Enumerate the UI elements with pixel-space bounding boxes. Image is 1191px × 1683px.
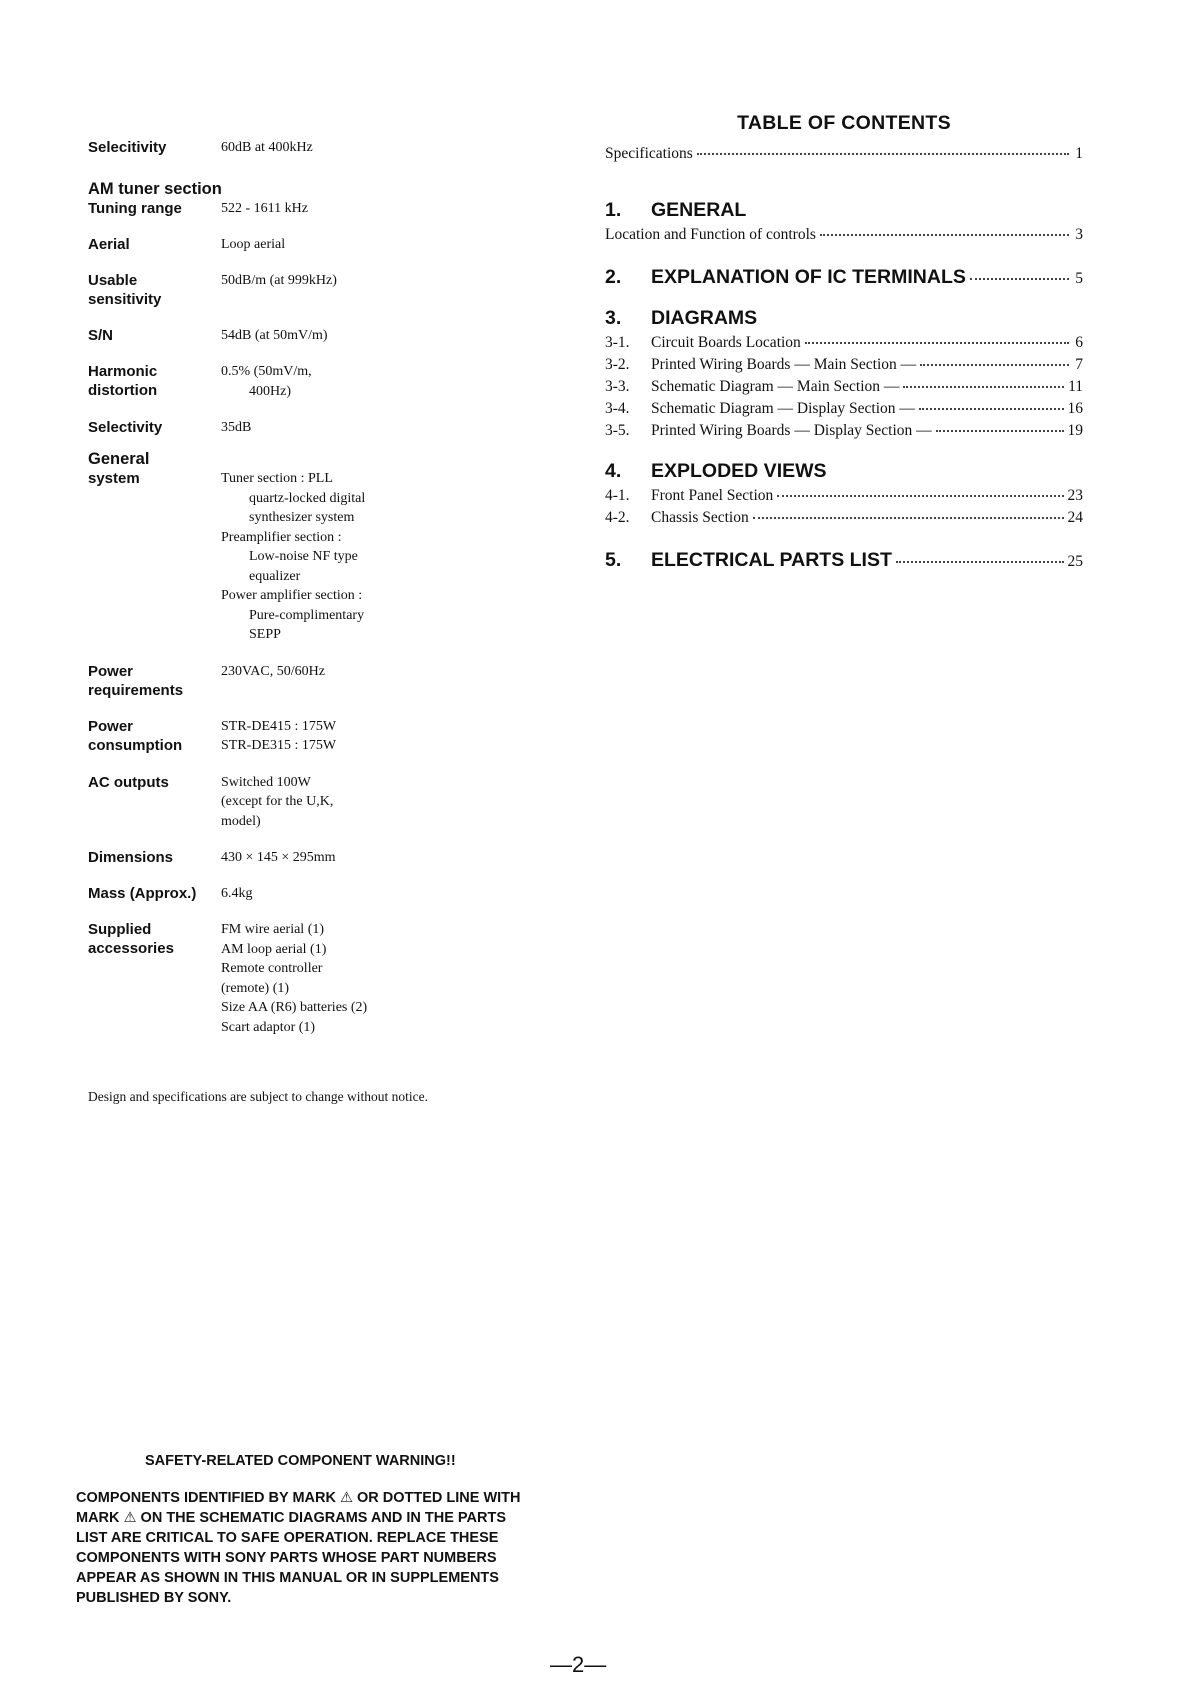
spec-harmonic-distortion — [88, 362, 518, 401]
spec-value-line: AM loop aerial (1) — [221, 941, 327, 957]
spec-label — [88, 717, 221, 755]
spec-value-line: STR-DE415 : 175W — [221, 718, 337, 734]
toc-leader-dots — [777, 495, 1063, 497]
safety-warning-body — [76, 1488, 566, 1608]
spec-value — [221, 326, 328, 345]
spec-label-line: distortion — [88, 382, 158, 399]
toc-entry-number: 3-4. — [605, 400, 630, 417]
spec-value — [221, 362, 312, 401]
toc-entry-location-function[interactable] — [605, 224, 1083, 246]
specifications-notice: Design and specifications are subject to change without notice. — [88, 1089, 429, 1104]
spec-power-requirements — [88, 662, 518, 700]
general-section-title: General — [88, 450, 150, 468]
spec-usable-sensitivity — [88, 271, 518, 309]
spec-label — [88, 662, 221, 700]
toc-section-title: GENERAL — [651, 199, 747, 221]
toc-page-number: 1 — [1075, 145, 1083, 162]
toc-section-number: 2. — [605, 266, 622, 288]
spec-ac-outputs — [88, 773, 518, 832]
spec-value-line: Size AA (R6) batteries (2) — [221, 1000, 368, 1015]
spec-value-line: SEPP — [249, 627, 281, 642]
toc-section-title: EXPLANATION OF IC TERMINALS — [651, 266, 966, 288]
spec-label-line: Power — [88, 717, 134, 735]
spec-value-line: 522 - 1611 kHz — [221, 201, 308, 216]
toc-entry-number: 3-3. — [605, 378, 630, 395]
toc-entry-3-2[interactable] — [605, 354, 1083, 376]
toc-page-number: 25 — [1067, 553, 1083, 570]
spec-label — [88, 271, 221, 309]
spec-value — [221, 717, 336, 756]
spec-value-line: Low-noise NF type — [249, 549, 358, 564]
toc-section-electrical-parts[interactable] — [605, 549, 1083, 572]
toc-entry-text: Schematic Diagram — Display Section — — [651, 400, 915, 417]
toc-entry-3-3[interactable] — [605, 376, 1083, 398]
spec-value-line: Pure-complimentary — [249, 607, 365, 623]
toc-leader-dots — [920, 364, 1069, 366]
toc-section-title: DIAGRAMS — [651, 307, 758, 329]
toc-section-ic-terminals[interactable] — [605, 266, 1083, 289]
toc-entry-number: 4-1. — [605, 487, 630, 504]
toc-leader-dots — [753, 517, 1064, 519]
spec-label: Tuning range — [88, 200, 182, 217]
toc-entry-3-4[interactable] — [605, 398, 1083, 420]
toc-section-number: 5. — [605, 549, 622, 571]
toc-entry-text: Schematic Diagram — Main Section — — [651, 378, 900, 395]
spec-value-line: equalizer — [249, 568, 301, 584]
safety-warning-title: SAFETY-RELATED COMPONENT WARNING!! — [145, 1453, 456, 1469]
spec-label — [88, 920, 221, 958]
toc-section-number: 3. — [605, 307, 622, 329]
spec-label-line: consumption — [88, 736, 183, 754]
spec-value-line: 6.4kg — [221, 886, 253, 901]
warning-line: MARK ⚠ ON THE SCHEMATIC DIAGRAMS AND IN THE PARTS — [76, 1510, 507, 1526]
spec-value-line: Power amplifier section : — [221, 588, 363, 603]
page-number: —2— — [550, 1652, 607, 1677]
toc-leader-dots — [903, 386, 1064, 388]
toc-entry-text: Location and Function of controls — [605, 226, 816, 243]
spec-label-line: accessories — [88, 940, 174, 957]
spec-value-line: Switched 100W — [221, 774, 311, 790]
warning-line: COMPONENTS IDENTIFIED BY MARK ⚠ OR DOTTED LINE WITH — [76, 1490, 521, 1506]
spec-value-line: 430 × 145 × 295mm — [221, 850, 336, 865]
specifications-column — [88, 138, 518, 1054]
spec-value-line: STR-DE315 : 175W — [221, 738, 337, 753]
toc-leader-dots — [936, 430, 1064, 432]
spec-mass — [88, 884, 518, 903]
toc-leader-dots — [919, 408, 1064, 410]
toc-page-number: 5 — [1075, 270, 1083, 287]
spec-label: system — [88, 470, 140, 487]
table-of-contents — [605, 112, 1083, 572]
spec-label: Selectivity — [88, 419, 163, 436]
spec-label-line: Harmonic — [88, 363, 158, 380]
spec-fm-selectivity — [88, 138, 518, 157]
spec-label-line: requirements — [88, 681, 184, 699]
spec-power-consumption — [88, 717, 518, 756]
spec-label-line: sensitivity — [88, 291, 162, 308]
toc-page-number: 7 — [1075, 356, 1083, 373]
spec-value-line: Preamplifier section : — [221, 529, 342, 545]
spec-label: S/N — [88, 327, 114, 344]
spec-dimensions — [88, 848, 518, 867]
spec-value — [221, 848, 336, 867]
spec-value-line: Scart adaptor (1) — [221, 1019, 316, 1035]
toc-entry-number: 3-1. — [605, 334, 630, 351]
toc-entry-text: Chassis Section — [651, 509, 749, 526]
toc-section-number: 4. — [605, 460, 622, 482]
spec-value — [221, 418, 251, 437]
am-section-title: AM tuner section — [88, 180, 222, 198]
toc-page-number: 19 — [1067, 422, 1083, 439]
spec-signal-to-noise — [88, 326, 518, 345]
spec-value-line: 230VAC, 50/60Hz — [221, 663, 325, 679]
spec-label-line: Supplied — [88, 921, 152, 938]
toc-entry-3-1[interactable] — [605, 332, 1083, 354]
spec-value-line: 54dB (at 50mV/m) — [221, 328, 328, 343]
toc-leader-dots — [697, 153, 1069, 155]
spec-value-line: (except for the U,K, — [221, 794, 334, 809]
spec-value-line: model) — [221, 813, 261, 829]
toc-section-title: ELECTRICAL PARTS LIST — [651, 549, 892, 571]
spec-label: AC outputs — [88, 773, 169, 791]
spec-value-line: (remote) (1) — [221, 980, 290, 996]
warning-line: APPEAR AS SHOWN IN THIS MANUAL OR IN SUPPLEMENTS — [76, 1570, 499, 1586]
spec-value-line: Tuner section : PLL — [221, 471, 333, 486]
toc-page-number: 23 — [1067, 487, 1083, 504]
spec-value: 60dB at 400kHz — [221, 140, 313, 155]
toc-entry-3-5[interactable] — [605, 420, 1083, 442]
toc-section-title: EXPLODED VIEWS — [651, 460, 827, 482]
spec-label: Dimensions — [88, 849, 174, 866]
spec-value — [221, 271, 337, 291]
spec-aerial — [88, 235, 518, 254]
toc-title: TABLE OF CONTENTS — [737, 112, 951, 134]
spec-value-line: FM wire aerial (1) — [221, 922, 325, 937]
spec-value-line: 35dB — [221, 420, 252, 435]
spec-value — [221, 662, 325, 682]
spec-value — [221, 884, 253, 903]
spec-label-line: Usable — [88, 272, 138, 289]
spec-label: Aerial — [88, 236, 130, 253]
spec-label-line: Power — [88, 662, 134, 680]
toc-section-diagrams[interactable] — [605, 307, 1083, 330]
toc-page-number: 6 — [1075, 334, 1083, 351]
toc-leader-dots — [820, 234, 1069, 236]
spec-am-selectivity — [88, 418, 518, 437]
toc-page-number: 11 — [1068, 378, 1083, 395]
spec-value — [221, 920, 367, 1037]
toc-leader-dots — [970, 278, 1069, 280]
toc-entry-4-1[interactable] — [605, 485, 1083, 507]
spec-value-line: 400Hz) — [249, 383, 291, 399]
spec-value-line: synthesizer system — [249, 510, 355, 525]
spec-tuning-range — [88, 199, 518, 218]
spec-label — [88, 362, 221, 400]
spec-value-line: Loop aerial — [221, 237, 286, 252]
warning-line: LIST ARE CRITICAL TO SAFE OPERATION. REPLACE THESE — [76, 1530, 499, 1546]
toc-entry-number: 4-2. — [605, 509, 630, 526]
spec-value-line: Remote controller — [221, 961, 323, 976]
toc-page-number: 3 — [1075, 226, 1083, 243]
spec-system — [88, 469, 518, 645]
spec-value — [221, 235, 285, 254]
spec-value — [221, 773, 333, 832]
toc-leader-dots — [805, 342, 1069, 344]
toc-page-number: 24 — [1067, 509, 1083, 526]
spec-label: Selecitivity — [88, 139, 167, 156]
toc-entry-text: Circuit Boards Location — [651, 334, 801, 351]
warning-line: COMPONENTS WITH SONY PARTS WHOSE PART NUMBERS — [76, 1550, 497, 1566]
warning-line: PUBLISHED BY SONY. — [76, 1590, 232, 1606]
toc-entry-text: Printed Wiring Boards — Main Section — — [651, 356, 917, 373]
toc-entry-4-2[interactable] — [605, 507, 1083, 529]
spec-value — [221, 469, 365, 645]
toc-entry-number: 3-5. — [605, 422, 630, 439]
toc-section-number: 1. — [605, 199, 622, 221]
toc-section-general[interactable] — [605, 199, 1083, 222]
spec-value-line: 50dB/m (at 999kHz) — [221, 273, 337, 288]
toc-entry-text: Specifications — [605, 145, 693, 162]
spec-label: Mass (Approx.) — [88, 885, 197, 902]
toc-leader-dots — [896, 561, 1064, 563]
toc-entry-text: Printed Wiring Boards — Display Section — — [651, 422, 932, 439]
toc-entry-text: Front Panel Section — [651, 487, 774, 504]
spec-value-line: quartz-locked digital — [249, 490, 366, 506]
toc-section-exploded-views[interactable] — [605, 460, 1083, 483]
toc-entry-number: 3-2. — [605, 356, 630, 373]
spec-supplied-accessories — [88, 920, 518, 1037]
spec-value-line: 0.5% (50mV/m, — [221, 364, 312, 379]
toc-entry-specifications[interactable] — [605, 143, 1083, 165]
spec-value — [221, 199, 308, 218]
toc-page-number: 16 — [1067, 400, 1083, 417]
